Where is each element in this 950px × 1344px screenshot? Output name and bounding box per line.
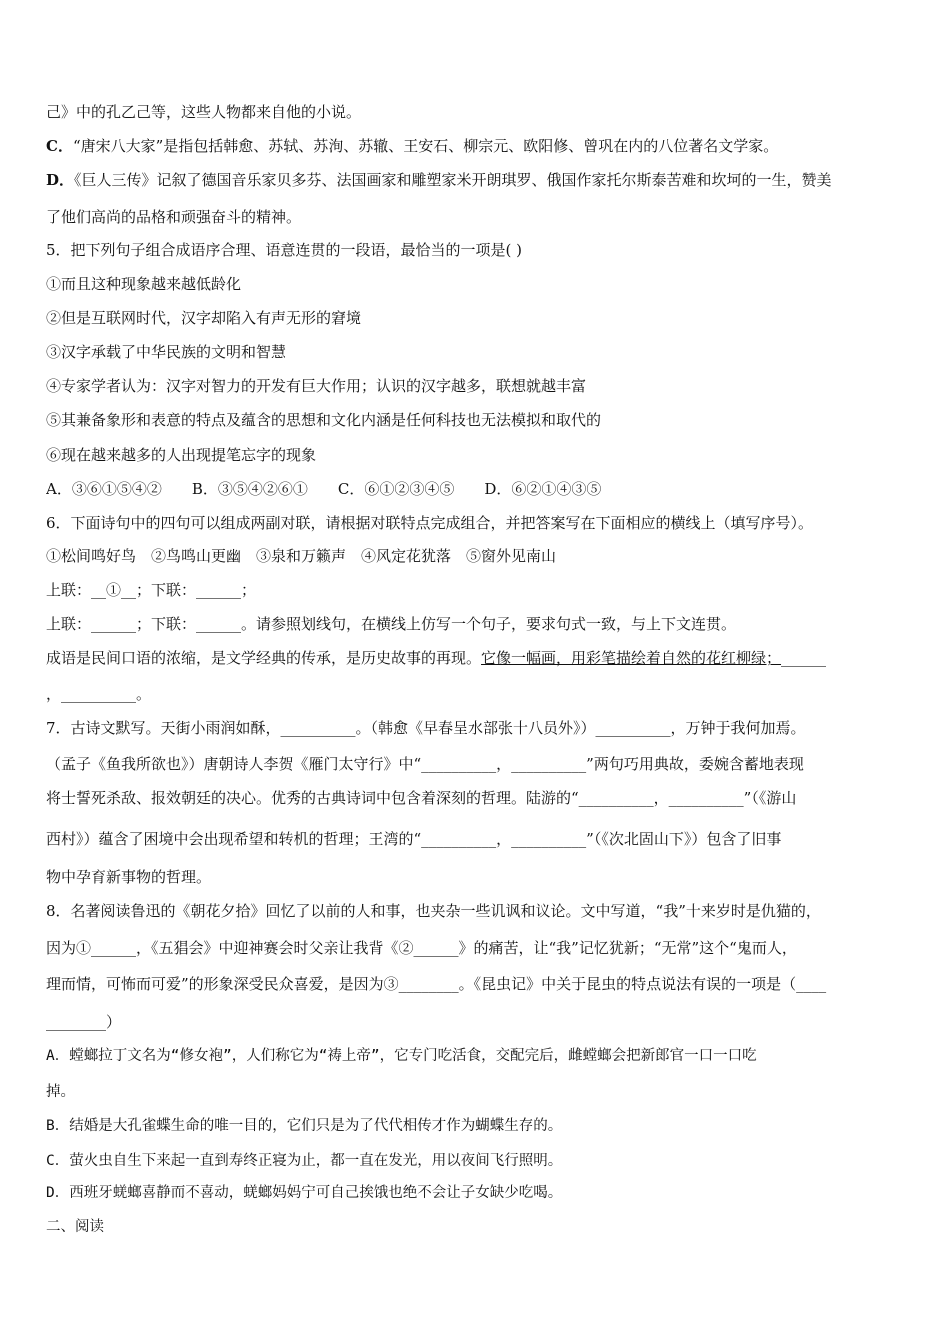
option-b-line: B．结婚是大孔雀蝶生命的唯一目的，它们只是为了代代相传才作为蝴蝶生存的。 [46, 1118, 563, 1134]
text-line: 西村》）蕴含了困境中会出现希望和转机的哲理；王湾的“__________，__________”（《次北固山下》）包含了旧事 [46, 830, 782, 848]
option-c-line [46, 135, 908, 157]
underlined-sentence: 它像一幅画，用彩笔描绘着自然的花红柳绿； [481, 649, 782, 667]
sentence-item: ⑥现在越来越多的人出现提笔忘字的现象 [46, 446, 317, 464]
text-line: ，__________。 [46, 685, 152, 703]
poem-lines: ①松间鸣好鸟 ②鸟鸣山更幽 ③泉和万籁声 ④风定花犹落 ⑤窗外见南山 [46, 547, 557, 565]
option-a-line: A．螳螂拉丁文名为“修女袍”，人们称它为“祷上帝”，它专门吃活食，交配完后，雌螳螂会把新郎官一口一口吃 [46, 1048, 757, 1064]
sentence-item: ⑤其兼备象形和表意的特点及蕴含的思想和文化内涵是任何科技也无法模拟和取代的 [46, 411, 602, 429]
question-5-options: A．③⑥①⑤④② B．③⑤④②⑥① C．⑥①②③④⑤ D．⑥②①④③⑤ [46, 480, 602, 498]
text-line: 了他们高尚的品格和顽强奋斗的精神。 [46, 208, 302, 226]
text-line: 物中孕育新事物的哲理。 [46, 868, 212, 886]
sentence-item: ①而且这种现象越来越低龄化 [46, 275, 242, 293]
text-line: 己》中的孔乙己等，这些人物都来自他的小说。 [46, 103, 362, 121]
question-6-stem: 6．下面诗句中的四句可以组成两副对联，请根据对联特点完成组合，并把答案写在下面相应的横线上（填写序号）。 [46, 514, 814, 532]
question-5-stem: 5．把下列句子组合成语序合理、语意连贯的一段语，最恰当的一项是( ) [46, 241, 523, 259]
sentence-item: ③汉字承载了中华民族的文明和智慧 [46, 343, 287, 361]
text-line: （孟子《鱼我所欲也》）唐朝诗人李贺《雁门太守行》中“__________，__________”两句巧用典故，委婉含蓄地表现 [46, 755, 804, 773]
option-c-line: C．萤火虫自生下来起一直到寿终正寝为止，都一直在发光，用以夜间飞行照明。 [46, 1153, 563, 1169]
sentence-item: ④专家学者认为：汉字对智力的开发有巨大作用；认识的汉字越多，联想就越丰富 [46, 377, 587, 395]
text-line: 理而情，可怖而可爱”的形象深受民众喜爱，是因为③________。《昆虫记》中关于昆虫的特点说法有误的一项是（____ [46, 975, 827, 993]
option-d-line [46, 169, 908, 191]
option-label: C． [46, 137, 73, 155]
question-7-stem: 7．古诗文默写。天街小雨润如酥，__________。（韩愈《早春呈水部张十八员外》）__________，万钟于我何加焉。 [46, 719, 806, 737]
option-text: 《巨人三传》记叙了德国音乐家贝多芬、法国画家和雕塑家米开朗琪罗、俄国作家托尔斯泰苦难和坎坷的一生，赞美 [74, 171, 832, 189]
question-8-stem: 8．名著阅读鲁迅的《朝花夕拾》回忆了以前的人和事，也夹杂一些讥讽和议论。文中写道，“我”十来岁时是仇猫的， [46, 902, 821, 920]
text-line: 将士誓死杀敌、报效朝廷的决心。优秀的古典诗词中包含着深刻的哲理。陆游的“__________，__________”（《游山 [46, 789, 797, 807]
section-heading: 二、阅读 [46, 1219, 104, 1235]
text-line: ________） [46, 1013, 122, 1031]
answer-blank: ______ [781, 649, 827, 667]
text-line: 因为①______，《五猖会》中迎神赛会时父亲让我背《②______》的痛苦，让“我”记忆犹新；“无常”这个“鬼而人， [46, 939, 797, 957]
imitation-sentence-line: 成语是民间口语的浓缩，是文学经典的传承，是历史故事的再现。它像一幅画，用彩笔描绘着自然的花红柳绿；______ [46, 649, 827, 667]
sentence-item: ②但是互联网时代，汉字却陷入有声无形的窘境 [46, 309, 362, 327]
option-label: D． [46, 171, 75, 189]
couplet-answer-line: 上联：__①__；下联：______； [46, 581, 257, 599]
option-text: “唐宋八大家”是指包括韩愈、苏轼、苏洵、苏辙、王安石、柳宗元、欧阳修、曾巩在内的八位著名文学家。 [72, 137, 779, 155]
option-d-line: D．西班牙蜣螂喜静而不喜动，蜣螂妈妈宁可自己挨饿也绝不会让子女缺少吃喝。 [46, 1185, 563, 1201]
couplet-answer-line: 上联：______；下联：______。请参照划线句，在横线上仿写一个句子，要求句式一致，与上下文连贯。 [46, 615, 737, 633]
text-line: 掉。 [46, 1084, 75, 1100]
